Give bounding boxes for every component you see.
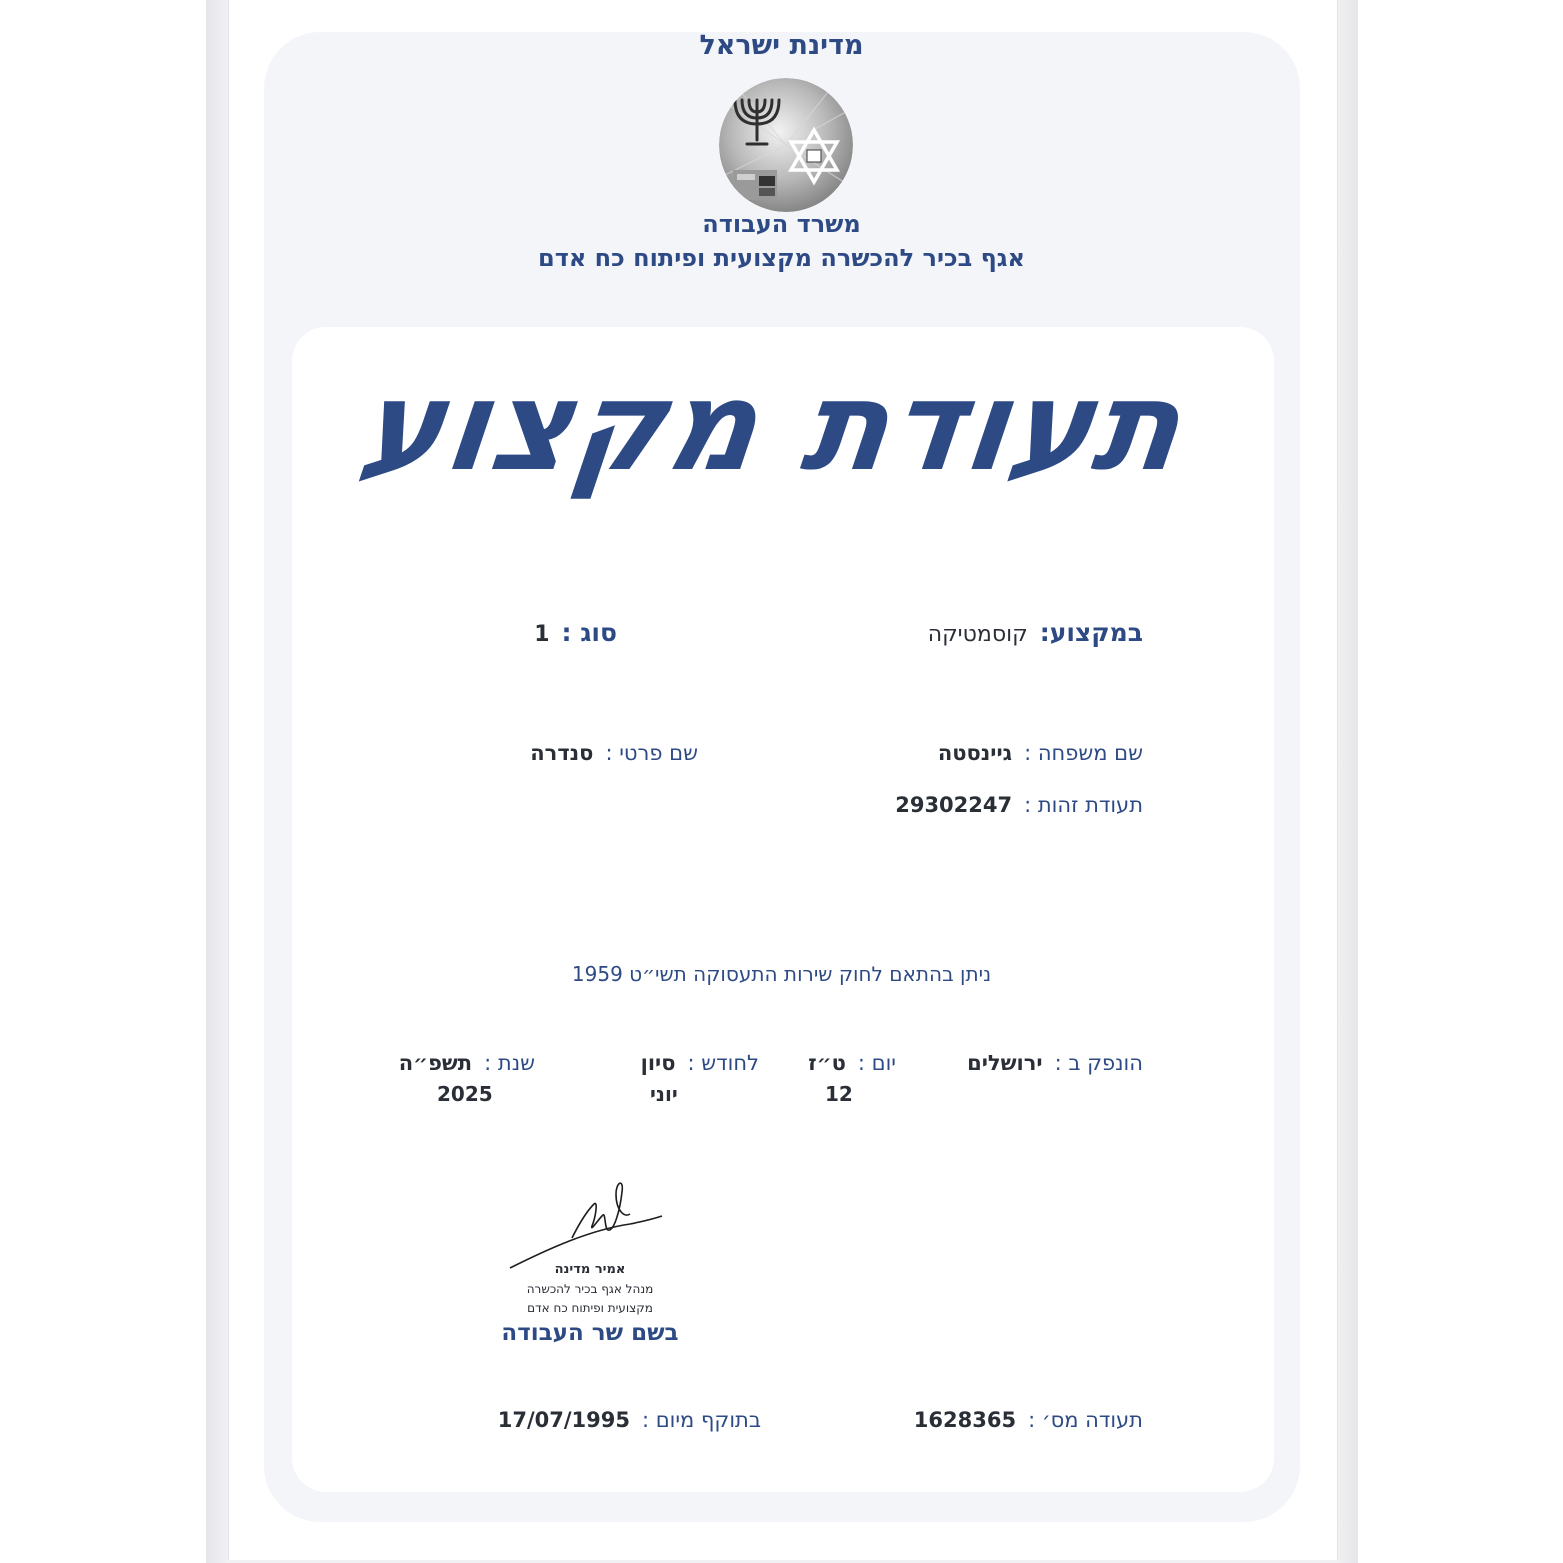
first-name-row xyxy=(530,741,698,765)
issued-month-label: לחודש : xyxy=(687,1051,759,1075)
issued-year-label: שנת : xyxy=(484,1051,535,1075)
issued-place-value: ירושלים xyxy=(967,1051,1043,1075)
issued-day-row xyxy=(808,1051,896,1075)
issued-month-row xyxy=(641,1051,759,1075)
family-name-label: שם משפחה : xyxy=(1024,741,1143,765)
header-ministry: משרד העבודה xyxy=(702,210,861,238)
valid-from-label: בתוקף מיום : xyxy=(641,1408,761,1432)
issued-day-label: יום : xyxy=(857,1051,896,1075)
id-number-row xyxy=(895,793,1143,817)
id-number-label: תעודת זהות : xyxy=(1024,793,1143,817)
signature-block xyxy=(480,1170,700,1360)
family-name-value: גיינסטה xyxy=(937,741,1013,765)
signatory-name: אמיר מדינה xyxy=(554,1262,626,1277)
issued-day-number: 12 xyxy=(825,1082,853,1106)
profession-label: במקצוע: xyxy=(1039,618,1143,647)
valid-from-value: 17/07/1995 xyxy=(497,1408,630,1432)
issued-year-hebrew: תשפ״ה xyxy=(398,1051,473,1075)
certificate-title: תעודת מקצוע xyxy=(351,355,1192,499)
issued-year-row xyxy=(399,1051,535,1075)
issued-place-row xyxy=(967,1051,1143,1075)
state-emblem-icon xyxy=(719,78,853,212)
header-division: אגף בכיר להכשרה מקצועית ופיתוח כח אדם xyxy=(538,244,1025,272)
first-name-value: סנדרה xyxy=(530,741,594,765)
signatory-role-line1: מנהל אגף בכיר להכשרה xyxy=(526,1282,654,1296)
family-name-row xyxy=(938,741,1143,765)
valid-from-row xyxy=(498,1408,761,1432)
issued-month-name: יוני xyxy=(650,1082,678,1106)
law-reference: ניתן בהתאם לחוק שירות התעסוקה תשי״ט 1959 xyxy=(571,962,992,986)
first-name-label: שם פרטי : xyxy=(605,741,698,765)
certificate-number-row xyxy=(914,1408,1143,1432)
profession-value: קוסמטיקה xyxy=(927,622,1028,647)
certificate-number-value: 1628365 xyxy=(913,1408,1017,1432)
grade-value: 1 xyxy=(534,622,550,647)
certificate-number-label: תעודה מס׳ : xyxy=(1028,1408,1143,1432)
id-number-value: 29302247 xyxy=(895,793,1013,817)
issued-year-number: 2025 xyxy=(437,1082,493,1106)
on-behalf-of-minister: בשם שר העבודה xyxy=(501,1320,679,1346)
signatory-role-line2: מקצועית ופיתוח כח אדם xyxy=(527,1301,653,1315)
signature-icon xyxy=(480,1170,700,1270)
grade-label: סוג : xyxy=(561,618,617,647)
profession-row xyxy=(928,618,1143,647)
issued-month-hebrew: סיון xyxy=(640,1051,676,1075)
header-state: מדינת ישראל xyxy=(699,30,864,61)
issued-day-hebrew: ט״ז xyxy=(808,1051,846,1075)
grade-row xyxy=(534,618,617,647)
issued-place-label: הונפק ב : xyxy=(1054,1051,1143,1075)
